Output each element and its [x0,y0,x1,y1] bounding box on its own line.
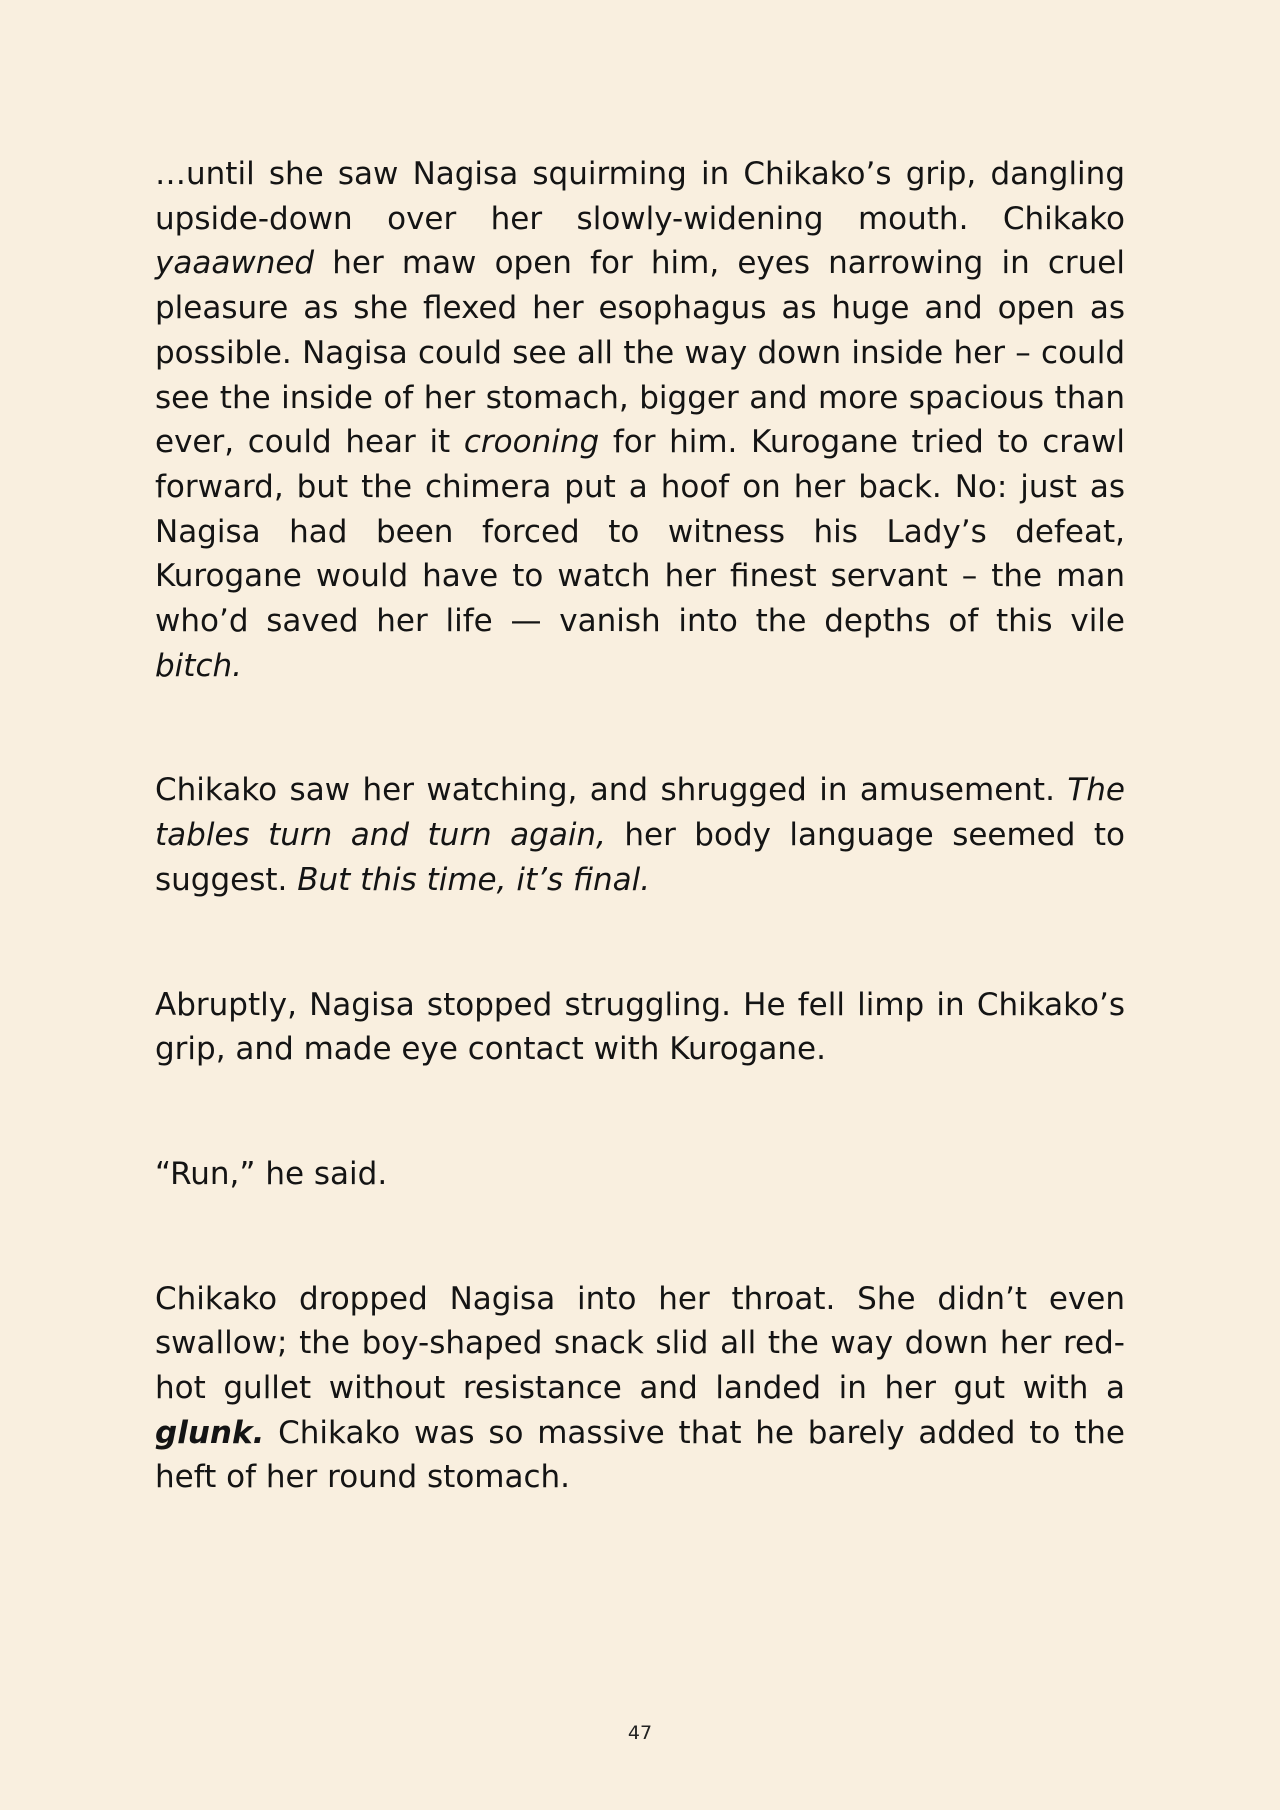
page-body [155,152,1125,1580]
paragraph-5 [155,1277,1125,1501]
paragraph-5-text-2: Chikako was so massive that he barely added to the heft of her round stomach. [155,1414,1125,1496]
paragraph-4-text-1: “Run,” he said. [155,1155,388,1192]
paragraph-1-emphasis-1: yaaawned [155,245,315,282]
paragraph-1-emphasis-3: bitch. [155,647,242,684]
paragraph-1-text-3: for him. Kurogane tried to crawl forward, but the chimera put a hoof on her back. No: just as Nagisa had been forced to witness his Lady’s defeat, Kurogane would have to watch her finest servant – the man who’d saved her life — vanish into the depths of this vile [155,424,1125,640]
paragraph-5-text-1: Chikako dropped Nagisa into her throat. She didn’t even swallow; the boy-shaped snack slid all the way down her red-hot gullet without resistance and landed in her gut with a [155,1280,1125,1407]
paragraph-1-text-2: her maw open for him, eyes narrowing in cruel pleasure as she flexed her esophagus as huge and open as possible. Nagisa could see all the way down inside her – could see the inside of her stomach, bigger and more spacious than ever, could hear it [155,245,1125,461]
paragraph-3-text-1: Abruptly, Nagisa stopped struggling. He fell limp in Chikako’s grip, and made eye contact with Kurogane. [155,986,1125,1068]
paragraph-4 [155,1152,1125,1197]
paragraph-2-text-1: Chikako saw her watching, and shrugged in amusement. [155,772,1068,809]
paragraph-1-emphasis-2: crooning [463,424,600,461]
paragraph-2-emphasis-2: But this time, it’s final. [297,861,651,898]
paragraph-5-emphasis-1: glunk. [155,1414,265,1451]
page-number: 47 [627,1722,653,1744]
paragraph-3 [155,983,1125,1072]
paragraph-1-text-1: …until she saw Nagisa squirming in Chikako’s grip, dangling upside-down over her slowly-widening mouth. Chikako [155,156,1125,237]
paragraph-1 [155,152,1125,688]
paragraph-2-text-2: her body language seemed to suggest. [155,817,1125,898]
paragraph-2 [155,768,1125,902]
paragraph-2-emphasis-1: The tables turn and turn again, [155,772,1125,854]
